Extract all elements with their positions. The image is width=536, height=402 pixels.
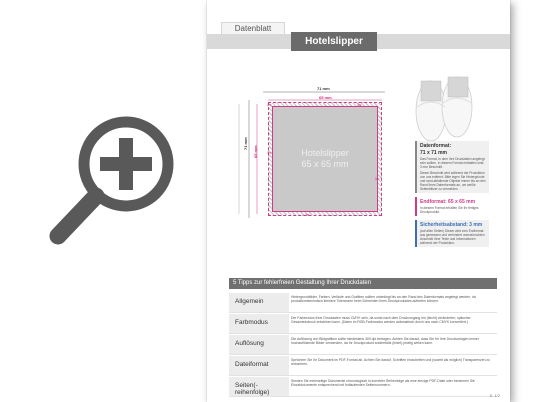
- outer-height-label: 71 mm: [243, 137, 248, 150]
- tip-value: Der Farbmodus Ihrer Druckdaten muss CMYK sein, da sonst nach dem Druckvorgang ein (leicht) veränderter, optischer Gesamteindruck entstehen kann. (Daten im RGB-Farbmodus werden automatisch durch uns nach CMYK konvertiert.): [291, 316, 471, 325]
- end-format-text: In diesem Format erhalten Sie Ihr fertiges Druckprodukt.: [420, 206, 479, 214]
- tips-heading: 5 Tipps zur fehlerfreien Gestaltung Ihrer Druckdaten: [229, 278, 497, 289]
- table-row: [229, 314, 497, 334]
- safety-margin-text: (auf allen Seiten) Dieser wird vom Endformat aus gemessen und verhindert unerwünschten Anschnitt Ihrer Texte und Informationen während der Produktion.: [420, 229, 485, 245]
- info-panel: [415, 141, 489, 251]
- inner-width-label: 65 mm: [319, 95, 332, 100]
- tip-key: Dateiformat: [229, 356, 289, 375]
- tip-key: Seiten(-reihenfolge): [229, 377, 289, 396]
- hotelslipper-image: [405, 67, 483, 145]
- data-format-text: Das Format, in dem Ihre Druckdaten angelegt sein sollten. In diesem Format enthalten sind: 3 mm Beschnitt.: [420, 157, 485, 169]
- magnifier-plus-icon[interactable]: [48, 108, 178, 268]
- tip-key: Auflösung: [229, 335, 289, 354]
- end-format-box: [415, 197, 489, 216]
- print-area-size: 65 x 65 mm: [301, 159, 349, 169]
- print-area: [272, 106, 381, 212]
- document-page: [207, 0, 510, 402]
- end-format-title: Endformat: 65 x 65 mm: [420, 199, 476, 205]
- datasheet-tab: Datenblatt: [221, 22, 285, 35]
- scissors-icon: ✂: [375, 177, 381, 183]
- tip-key: Allgemein: [229, 293, 289, 312]
- tip-value: Speichern Sie Ihr Dokument im PDF-Format ab. Achten Sie darauf, Schriften einzubetten und (soweit als möglich) Transparenzen zu reduzieren.: [291, 358, 491, 367]
- data-format-text2: Dieser Beschnitt wird während der Produktion von uns entfernt. Bitte legen Sie Hintergründe und rand-abfallende Objekte immer bis an den Rand Ihres Datenformats an, um weiße Seitenblitzer zu vermeiden.: [420, 171, 486, 191]
- scissors-icon: ✂: [357, 103, 363, 109]
- table-row: [229, 356, 497, 376]
- print-area-name: Hotelslipper: [301, 148, 349, 158]
- page-title: Hotelslipper: [291, 32, 377, 51]
- scissors-icon: ✂: [267, 103, 273, 109]
- tip-value: Die Auflösung von Bildgrafiken sollte mindestens 300 dpi betragen. Achten Sie darauf, dass Sie für Ihre Druckvorlagen immer hochauflösende Bilder verwenden, da Ihr Druckprodukt andernfalls (leicht) pixelig wirken kann.: [291, 337, 479, 346]
- data-format-size: 71 x 71 mm: [420, 150, 447, 156]
- table-row: [229, 377, 497, 397]
- inner-height-label: 65 mm: [253, 145, 258, 158]
- table-row: [229, 335, 497, 355]
- data-format-title: Datenformat:: [420, 143, 452, 149]
- safety-margin-box: [415, 220, 489, 247]
- safety-margin-title: Sicherheitsabstand: 3 mm: [420, 222, 483, 228]
- tip-value: Hintergrundbilder, Farben, Verläufe und Grafiken sollten unbedingt bis an den Rand des Datenformats angelegt werden, da produktionstechnisch kleinere Toleranzen beim Schneiden Ihres Druckproduktes auftreten können.: [291, 295, 476, 304]
- outer-width-label: 71 mm: [317, 86, 330, 91]
- table-row: [229, 293, 497, 313]
- data-format-box: [415, 141, 489, 193]
- page-number: S. 1/2: [489, 393, 500, 398]
- scissors-icon: ✂: [267, 151, 273, 157]
- tip-key: Farbmodus: [229, 314, 289, 333]
- scissors-icon: ✂: [305, 213, 311, 219]
- tip-value: Senden Sie mehrseitige Dokumente chronologisch in korrekter Reihenfolge als eine einzige PDF-Datei oder benennen Sie Einzeldokumente entsprechend mit fortlaufenden Seitennummern.: [291, 379, 475, 388]
